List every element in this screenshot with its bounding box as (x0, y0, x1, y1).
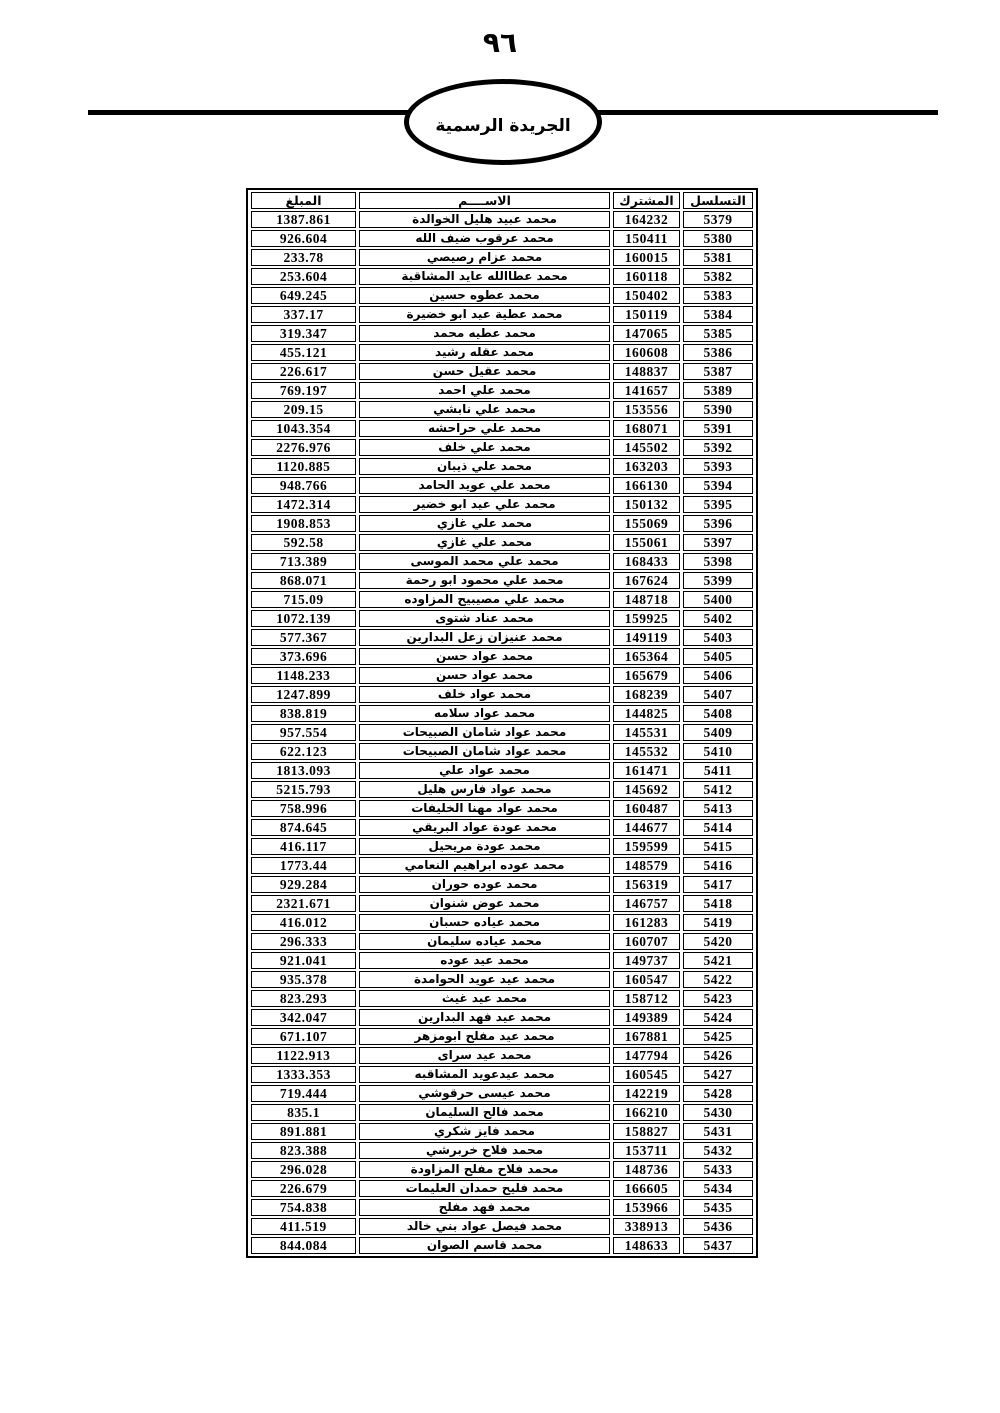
cell-serial: 5414 (683, 819, 753, 836)
cell-serial: 5394 (683, 477, 753, 494)
cell-serial: 5407 (683, 686, 753, 703)
cell-amount: 411.519 (251, 1218, 356, 1235)
cell-serial: 5393 (683, 458, 753, 475)
table-row (251, 363, 753, 380)
cell-serial: 5386 (683, 344, 753, 361)
cell-subscriber: 168071 (613, 420, 680, 437)
cell-amount: 715.09 (251, 591, 356, 608)
table-row (251, 382, 753, 399)
cell-amount: 226.679 (251, 1180, 356, 1197)
cell-amount: 319.347 (251, 325, 356, 342)
cell-serial: 5419 (683, 914, 753, 931)
cell-serial: 5416 (683, 857, 753, 874)
cell-amount: 1247.899 (251, 686, 356, 703)
cell-amount: 868.071 (251, 572, 356, 589)
table-row (251, 344, 753, 361)
cell-subscriber: 158827 (613, 1123, 680, 1140)
cell-amount: 2276.976 (251, 439, 356, 456)
cell-name: محمد فليح حمدان العليمات (359, 1180, 610, 1197)
cell-amount: 1120.885 (251, 458, 356, 475)
cell-serial: 5428 (683, 1085, 753, 1102)
table-row (251, 1180, 753, 1197)
cell-subscriber: 145502 (613, 439, 680, 456)
table-row (251, 439, 753, 456)
cell-amount: 416.012 (251, 914, 356, 931)
cell-name: محمد عواد مهنا الخليفات (359, 800, 610, 817)
cell-name: محمد علي حراحشه (359, 420, 610, 437)
cell-name: محمد عودة عواد البريقي (359, 819, 610, 836)
cell-subscriber: 145532 (613, 743, 680, 760)
cell-amount: 957.554 (251, 724, 356, 741)
subscribers-table (246, 188, 758, 1258)
cell-subscriber: 147794 (613, 1047, 680, 1064)
cell-serial: 5425 (683, 1028, 753, 1045)
table-row (251, 781, 753, 798)
table-row (251, 705, 753, 722)
table-row (251, 686, 753, 703)
cell-name: محمد علي مصيبيح المزاوده (359, 591, 610, 608)
cell-serial: 5426 (683, 1047, 753, 1064)
cell-serial: 5387 (683, 363, 753, 380)
cell-amount: 416.117 (251, 838, 356, 855)
cell-subscriber: 148718 (613, 591, 680, 608)
table-row (251, 667, 753, 684)
table-row (251, 211, 753, 228)
table-row (251, 1199, 753, 1216)
table-row (251, 1009, 753, 1026)
page-number: ٩٦ (482, 26, 518, 59)
cell-subscriber: 160015 (613, 249, 680, 266)
cell-amount: 844.084 (251, 1237, 356, 1254)
cell-name: محمد علي ذيبان (359, 458, 610, 475)
cell-subscriber: 141657 (613, 382, 680, 399)
table-row (251, 743, 753, 760)
cell-subscriber: 144677 (613, 819, 680, 836)
cell-name: محمد علي خلف (359, 439, 610, 456)
cell-serial: 5418 (683, 895, 753, 912)
cell-serial: 5412 (683, 781, 753, 798)
cell-name: محمد فايز شكري (359, 1123, 610, 1140)
cell-serial: 5391 (683, 420, 753, 437)
cell-serial: 5405 (683, 648, 753, 665)
cell-name: محمد فلاح مفلح المزاودة (359, 1161, 610, 1178)
cell-subscriber: 161471 (613, 762, 680, 779)
cell-subscriber: 150132 (613, 496, 680, 513)
cell-name: محمد عيد عويد الحوامدة (359, 971, 610, 988)
cell-name: محمد عيد فهد البدارين (359, 1009, 610, 1026)
cell-subscriber: 145531 (613, 724, 680, 741)
cell-amount: 1148.233 (251, 667, 356, 684)
table-row (251, 1085, 753, 1102)
masthead-ellipse (404, 79, 602, 165)
cell-name: محمد علي محمود ابو رحمة (359, 572, 610, 589)
cell-serial: 5430 (683, 1104, 753, 1121)
cell-subscriber: 155061 (613, 534, 680, 551)
cell-name: محمد عطوه حسين (359, 287, 610, 304)
cell-serial: 5396 (683, 515, 753, 532)
cell-amount: 209.15 (251, 401, 356, 418)
cell-amount: 1908.853 (251, 515, 356, 532)
table-row (251, 857, 753, 874)
cell-subscriber: 148633 (613, 1237, 680, 1254)
table-row (251, 990, 753, 1007)
cell-amount: 226.617 (251, 363, 356, 380)
cell-serial: 5417 (683, 876, 753, 893)
table-row (251, 268, 753, 285)
cell-amount: 373.696 (251, 648, 356, 665)
cell-subscriber: 150402 (613, 287, 680, 304)
table-body (251, 211, 753, 1254)
cell-subscriber: 164232 (613, 211, 680, 228)
table-row (251, 1142, 753, 1159)
cell-amount: 719.444 (251, 1085, 356, 1102)
table-row (251, 1161, 753, 1178)
table-row (251, 477, 753, 494)
cell-subscriber: 158712 (613, 990, 680, 1007)
table-row (251, 230, 753, 247)
cell-name: محمد عطيه محمد (359, 325, 610, 342)
cell-amount: 337.17 (251, 306, 356, 323)
col-header-subscriber: المشترك (613, 192, 680, 209)
table-row (251, 762, 753, 779)
cell-name: محمد عيد سراى (359, 1047, 610, 1064)
cell-serial: 5385 (683, 325, 753, 342)
cell-amount: 1072.139 (251, 610, 356, 627)
table-row (251, 591, 753, 608)
col-header-serial: التسلسل (683, 192, 753, 209)
cell-subscriber: 149389 (613, 1009, 680, 1026)
cell-name: محمد فهد مفلح (359, 1199, 610, 1216)
cell-amount: 1472.314 (251, 496, 356, 513)
table-row (251, 287, 753, 304)
cell-name: محمد عيد مفلح ابومزهر (359, 1028, 610, 1045)
cell-subscriber: 165679 (613, 667, 680, 684)
cell-subscriber: 168433 (613, 553, 680, 570)
cell-subscriber: 156319 (613, 876, 680, 893)
cell-amount: 1122.913 (251, 1047, 356, 1064)
cell-name: محمد عيسى حرقوشي (359, 1085, 610, 1102)
table-row (251, 496, 753, 513)
cell-name: محمد عنيزان زعل البدارين (359, 629, 610, 646)
cell-amount: 891.881 (251, 1123, 356, 1140)
table-row (251, 534, 753, 551)
cell-name: محمد علي عويد الحامد (359, 477, 610, 494)
cell-name: محمد عياده سليمان (359, 933, 610, 950)
table-row (251, 1066, 753, 1083)
cell-subscriber: 160608 (613, 344, 680, 361)
cell-name: محمد عواد خلف (359, 686, 610, 703)
cell-name: محمد عواد شامان الصبيحات (359, 724, 610, 741)
cell-name: محمد عيدعويد المشاقبه (359, 1066, 610, 1083)
cell-amount: 296.028 (251, 1161, 356, 1178)
cell-subscriber: 166130 (613, 477, 680, 494)
table-row (251, 933, 753, 950)
cell-amount: 874.645 (251, 819, 356, 836)
cell-amount: 577.367 (251, 629, 356, 646)
cell-serial: 5433 (683, 1161, 753, 1178)
cell-name: محمد علي احمد (359, 382, 610, 399)
cell-serial: 5403 (683, 629, 753, 646)
cell-amount: 5215.793 (251, 781, 356, 798)
cell-serial: 5409 (683, 724, 753, 741)
cell-amount: 835.1 (251, 1104, 356, 1121)
table-row (251, 819, 753, 836)
cell-subscriber: 166210 (613, 1104, 680, 1121)
cell-serial: 5427 (683, 1066, 753, 1083)
cell-serial: 5431 (683, 1123, 753, 1140)
table-row (251, 515, 753, 532)
cell-name: محمد فلاح خربرشي (359, 1142, 610, 1159)
cell-subscriber: 161283 (613, 914, 680, 931)
cell-serial: 5413 (683, 800, 753, 817)
cell-subscriber: 142219 (613, 1085, 680, 1102)
table-row (251, 914, 753, 931)
cell-amount: 592.58 (251, 534, 356, 551)
table-row (251, 724, 753, 741)
cell-subscriber: 155069 (613, 515, 680, 532)
table-row (251, 838, 753, 855)
cell-amount: 754.838 (251, 1199, 356, 1216)
table-row (251, 629, 753, 646)
cell-amount: 823.293 (251, 990, 356, 1007)
cell-serial: 5397 (683, 534, 753, 551)
cell-serial: 5381 (683, 249, 753, 266)
cell-name: محمد فيصل عواد بني خالد (359, 1218, 610, 1235)
table-row (251, 1104, 753, 1121)
cell-serial: 5383 (683, 287, 753, 304)
cell-name: محمد عواد سلامه (359, 705, 610, 722)
cell-serial: 5421 (683, 952, 753, 969)
cell-name: محمد فالح السليمان (359, 1104, 610, 1121)
cell-subscriber: 159599 (613, 838, 680, 855)
cell-amount: 713.389 (251, 553, 356, 570)
cell-subscriber: 167624 (613, 572, 680, 589)
table-row (251, 572, 753, 589)
table-row (251, 1047, 753, 1064)
cell-amount: 921.041 (251, 952, 356, 969)
col-header-name: الاســــم (359, 192, 610, 209)
cell-name: محمد علي محمد الموسى (359, 553, 610, 570)
cell-name: محمد علي غازي (359, 534, 610, 551)
table-row (251, 553, 753, 570)
cell-amount: 929.284 (251, 876, 356, 893)
table-row (251, 420, 753, 437)
cell-serial: 5390 (683, 401, 753, 418)
table-row (251, 306, 753, 323)
cell-name: محمد علي نابشي (359, 401, 610, 418)
cell-subscriber: 160707 (613, 933, 680, 950)
cell-name: محمد علي غازي (359, 515, 610, 532)
cell-subscriber: 146757 (613, 895, 680, 912)
cell-amount: 253.604 (251, 268, 356, 285)
cell-subscriber: 147065 (613, 325, 680, 342)
cell-amount: 671.107 (251, 1028, 356, 1045)
cell-serial: 5382 (683, 268, 753, 285)
cell-subscriber: 165364 (613, 648, 680, 665)
cell-serial: 5379 (683, 211, 753, 228)
cell-serial: 5434 (683, 1180, 753, 1197)
cell-amount: 1387.861 (251, 211, 356, 228)
col-header-amount: المبلغ (251, 192, 356, 209)
cell-subscriber: 167881 (613, 1028, 680, 1045)
cell-serial: 5398 (683, 553, 753, 570)
cell-subscriber: 148736 (613, 1161, 680, 1178)
cell-serial: 5384 (683, 306, 753, 323)
cell-serial: 5437 (683, 1237, 753, 1254)
cell-subscriber: 153556 (613, 401, 680, 418)
cell-amount: 455.121 (251, 344, 356, 361)
cell-name: محمد عواد شامان الصبيحات (359, 743, 610, 760)
cell-subscriber: 148579 (613, 857, 680, 874)
cell-amount: 622.123 (251, 743, 356, 760)
cell-subscriber: 153966 (613, 1199, 680, 1216)
table-row (251, 895, 753, 912)
cell-amount: 948.766 (251, 477, 356, 494)
cell-amount: 296.333 (251, 933, 356, 950)
cell-subscriber: 160487 (613, 800, 680, 817)
table-row (251, 800, 753, 817)
cell-name: محمد عيد عوده (359, 952, 610, 969)
table-row (251, 876, 753, 893)
cell-name: محمد عواد علي (359, 762, 610, 779)
cell-subscriber: 166605 (613, 1180, 680, 1197)
cell-amount: 2321.671 (251, 895, 356, 912)
table-row (251, 1028, 753, 1045)
cell-serial: 5406 (683, 667, 753, 684)
cell-name: محمد عقله رشيد (359, 344, 610, 361)
cell-amount: 1333.353 (251, 1066, 356, 1083)
cell-subscriber: 153711 (613, 1142, 680, 1159)
cell-subscriber: 150119 (613, 306, 680, 323)
cell-subscriber: 338913 (613, 1218, 680, 1235)
cell-name: محمد عناد شتوى (359, 610, 610, 627)
cell-name: محمد عيد غيث (359, 990, 610, 1007)
cell-subscriber: 150411 (613, 230, 680, 247)
cell-subscriber: 149119 (613, 629, 680, 646)
cell-amount: 233.78 (251, 249, 356, 266)
cell-serial: 5392 (683, 439, 753, 456)
cell-serial: 5415 (683, 838, 753, 855)
table-row (251, 1237, 753, 1254)
cell-amount: 1043.354 (251, 420, 356, 437)
header-row (251, 192, 753, 209)
cell-subscriber: 148837 (613, 363, 680, 380)
cell-name: محمد عبيد هليل الخوالدة (359, 211, 610, 228)
cell-name: محمد عزام رصيصي (359, 249, 610, 266)
table-row (251, 610, 753, 627)
cell-amount: 758.996 (251, 800, 356, 817)
cell-serial: 5420 (683, 933, 753, 950)
cell-name: محمد عوض شنوان (359, 895, 610, 912)
cell-subscriber: 149737 (613, 952, 680, 969)
table-row (251, 458, 753, 475)
cell-subscriber: 145692 (613, 781, 680, 798)
table-row (251, 401, 753, 418)
cell-serial: 5411 (683, 762, 753, 779)
cell-subscriber: 160118 (613, 268, 680, 285)
cell-name: محمد علي عيد ابو خضير (359, 496, 610, 513)
cell-name: محمد عودة مريحيل (359, 838, 610, 855)
cell-name: محمد عقيل حسن (359, 363, 610, 380)
cell-amount: 342.047 (251, 1009, 356, 1026)
cell-serial: 5408 (683, 705, 753, 722)
cell-serial: 5435 (683, 1199, 753, 1216)
cell-serial: 5380 (683, 230, 753, 247)
table-row (251, 971, 753, 988)
cell-name: محمد عياده حسبان (359, 914, 610, 931)
cell-amount: 1773.44 (251, 857, 356, 874)
cell-amount: 838.819 (251, 705, 356, 722)
cell-subscriber: 159925 (613, 610, 680, 627)
cell-serial: 5423 (683, 990, 753, 1007)
cell-name: محمد عوده ابراهيم النعامي (359, 857, 610, 874)
table-row (251, 1218, 753, 1235)
cell-name: محمد عطية عيد ابو خضيرة (359, 306, 610, 323)
table-row (251, 325, 753, 342)
table-row (251, 249, 753, 266)
masthead-title: الجريدة الرسمية (435, 116, 571, 136)
cell-amount: 769.197 (251, 382, 356, 399)
cell-amount: 823.388 (251, 1142, 356, 1159)
cell-amount: 935.378 (251, 971, 356, 988)
cell-amount: 649.245 (251, 287, 356, 304)
cell-serial: 5424 (683, 1009, 753, 1026)
cell-serial: 5422 (683, 971, 753, 988)
cell-name: محمد عواد حسن (359, 648, 610, 665)
cell-subscriber: 144825 (613, 705, 680, 722)
cell-subscriber: 160545 (613, 1066, 680, 1083)
table-row (251, 648, 753, 665)
cell-name: محمد عواد فارس هليل (359, 781, 610, 798)
cell-serial: 5436 (683, 1218, 753, 1235)
table-row (251, 952, 753, 969)
cell-amount: 926.604 (251, 230, 356, 247)
cell-subscriber: 163203 (613, 458, 680, 475)
subscribers-table-container (246, 188, 758, 1258)
cell-name: محمد عطاالله عايد المشاقبة (359, 268, 610, 285)
cell-name: محمد عوده حوران (359, 876, 610, 893)
cell-serial: 5400 (683, 591, 753, 608)
cell-serial: 5432 (683, 1142, 753, 1159)
cell-subscriber: 160547 (613, 971, 680, 988)
cell-serial: 5389 (683, 382, 753, 399)
cell-subscriber: 168239 (613, 686, 680, 703)
cell-serial: 5399 (683, 572, 753, 589)
table-row (251, 1123, 753, 1140)
cell-name: محمد عرقوب ضيف الله (359, 230, 610, 247)
cell-serial: 5410 (683, 743, 753, 760)
cell-name: محمد عواد حسن (359, 667, 610, 684)
cell-amount: 1813.093 (251, 762, 356, 779)
cell-name: محمد قاسم الصوان (359, 1237, 610, 1254)
cell-serial: 5395 (683, 496, 753, 513)
cell-serial: 5402 (683, 610, 753, 627)
